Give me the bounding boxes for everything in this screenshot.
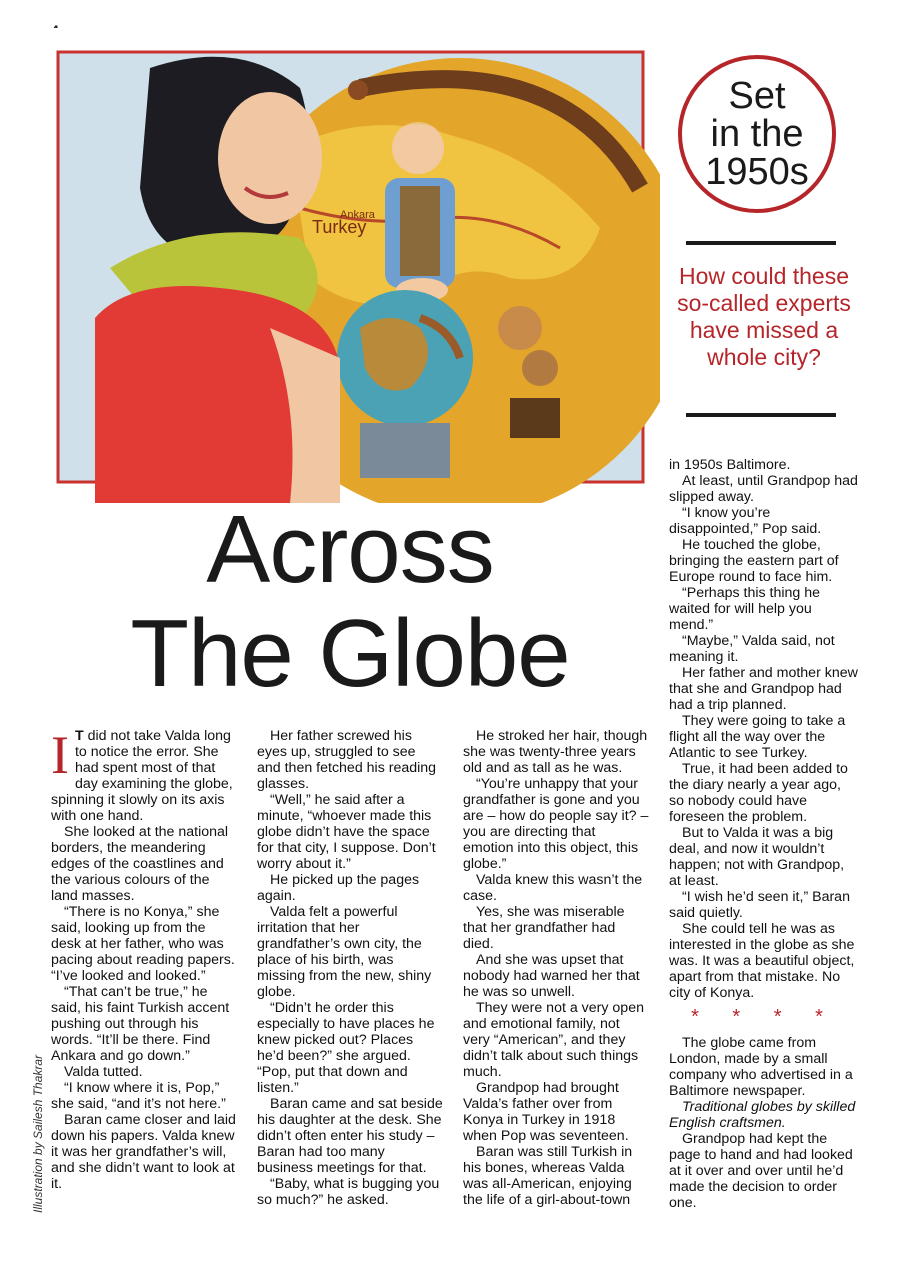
article-paragraph: “There is no Konya,” she said, looking up from the desk at her father, who was pacing about reading papers. “I’ve looked and looked.” [51, 904, 235, 984]
era-badge [678, 55, 836, 213]
article-paragraph: “Maybe,” Valda said, not meaning it. [669, 633, 835, 665]
article-paragraph: Traditional globes by skilled English craftsmen. [669, 1099, 856, 1131]
article-paragraph: He touched the globe, bringing the eastern part of Europe round to face him. [669, 537, 839, 585]
article-paragraph: “I know you’re disappointed,” Pop said. [669, 505, 822, 537]
article-paragraph: She could tell he was as interested in the globe as she was. It was a beautiful object, apart from that mistake. No city of Konya. [669, 921, 855, 1001]
article-paragraph: They were not a very open and emotional family, not very “American”, and they didn’t talk about such things much. [463, 1000, 644, 1080]
article-paragraph: Valda tutted. [64, 1064, 143, 1080]
article-paragraph: Valda felt a powerful irritation that her grandfather’s own city, the place of his birth, was missing from the new, shiny globe. [257, 904, 432, 1000]
era-badge-line: in the [710, 113, 804, 155]
article-paragraph [51, 725, 237, 824]
article-paragraph: Valda knew this wasn’t the case. [463, 872, 643, 904]
article-paragraph: At least, until Grandpop had slipped away. [669, 473, 858, 505]
article-column-2 [257, 728, 443, 1208]
article-column-4 [669, 457, 859, 1211]
article-paragraph: “Didn’t he order this especially to have places he knew picked out? Places he’d been?” she argued. “Pop, put that down and listen.” [257, 1000, 435, 1096]
article-paragraph: “I wish he’d seen it,” Baran said quietly. [669, 889, 850, 921]
section-divider: * * * * [691, 1006, 837, 1028]
era-badge-line: 1950s [705, 151, 809, 193]
map-label-turkey: Turkey [312, 217, 367, 237]
article-paragraph: And she was upset that nobody had warned her that he was so unwell. [463, 952, 640, 1000]
article-paragraph: Grandpop had brought Valda’s father over from Konya in Turkey in 1918 when Pop was seventeen. [463, 1080, 629, 1144]
article-paragraph: He stroked her hair, though she was twenty-three years old and as tall as he was. [463, 728, 648, 776]
article-paragraph: The globe came from London, made by a small company who advertised in a Baltimore newspaper. [669, 1035, 853, 1099]
article-paragraph: They were going to take a flight all the way over the Atlantic to see Turkey. [669, 713, 846, 761]
headline-line: Across [206, 496, 494, 603]
article-paragraph: “That can’t be true,” he said, his faint Turkish accent pushing out through his words. “It’ll be there. Find Ankara and go down.” [51, 984, 230, 1064]
article-paragraph: in 1950s Baltimore. [669, 457, 791, 473]
era-badge-line: Set [728, 75, 786, 117]
article-column-1 [51, 725, 237, 1192]
article-paragraph: “Perhaps this thing he waited for will help you mend.” [669, 585, 821, 633]
drop-cap: I [51, 725, 69, 785]
lead-word: T [74, 728, 84, 744]
article-paragraph: Grandpop had kept the page to hand and had looked at it over and over until he’d made the decision to order one. [669, 1131, 853, 1211]
article-paragraph: True, it had been added to the diary nearly a year ago, so nobody could have foreseen the problem. [669, 761, 848, 825]
pullquote-rule-bottom [686, 413, 836, 417]
article-paragraph: Baran came and sat beside his daughter at the desk. She didn’t often enter his study – Baran had too many business meetings for that. [257, 1096, 443, 1176]
article-column-3 [463, 728, 649, 1208]
article-paragraph: Baran came closer and laid down his papers. Valda knew it was her grandfather’s will, and she didn’t want to look at it. [51, 1112, 236, 1192]
pullquote: How could these so-called experts have missed a whole city? [677, 263, 851, 370]
story-illustration [40, 28, 660, 503]
article-paragraph: Baran was still Turkish in his bones, whereas Valda was all-American, enjoying the life of a girl-about-town [463, 1144, 633, 1208]
illustration-credit: Illustration by Sailesh Thakrar [31, 1054, 45, 1213]
article-paragraph: He picked up the pages again. [257, 872, 420, 904]
paragraph-text: did not take Valda long to notice the error. She had spent most of that day examining the globe, spinning it slowly on its axis with one hand. [51, 728, 233, 824]
article-paragraph: “I know where it is, Pop,” she said, “and it’s not here.” [51, 1080, 226, 1112]
map-label-ankara: Ankara [340, 209, 375, 221]
article-paragraph: Her father screwed his eyes up, struggled to see and then fetched his reading glasses. [257, 728, 437, 792]
headline-line: The Globe [130, 600, 570, 707]
article-paragraph: “Well,” he said after a minute, “whoever made this globe didn’t have the space for that city, I suppose. Don’t worry about it.” [257, 792, 436, 872]
article-paragraph: She looked at the national borders, the meandering edges of the coastlines and the various colours of the land masses. [51, 824, 229, 904]
article-paragraph: “Baby, what is bugging you so much?” he asked. [257, 1176, 440, 1208]
headline [40, 498, 660, 706]
article-paragraph: Yes, she was miserable that her grandfather had died. [463, 904, 625, 952]
article-paragraph: But to Valda it was a big deal, and now it wouldn’t happen; not with Grandpop, at least. [669, 825, 845, 889]
pullquote-rule-top [686, 241, 836, 245]
article-paragraph: Her father and mother knew that she and Grandpop had had a trip planned. [669, 665, 858, 713]
article-paragraph: “You’re unhappy that your grandfather is gone and you are – how do people say it? – you are directing that emotion into this object, this globe.” [463, 776, 649, 872]
